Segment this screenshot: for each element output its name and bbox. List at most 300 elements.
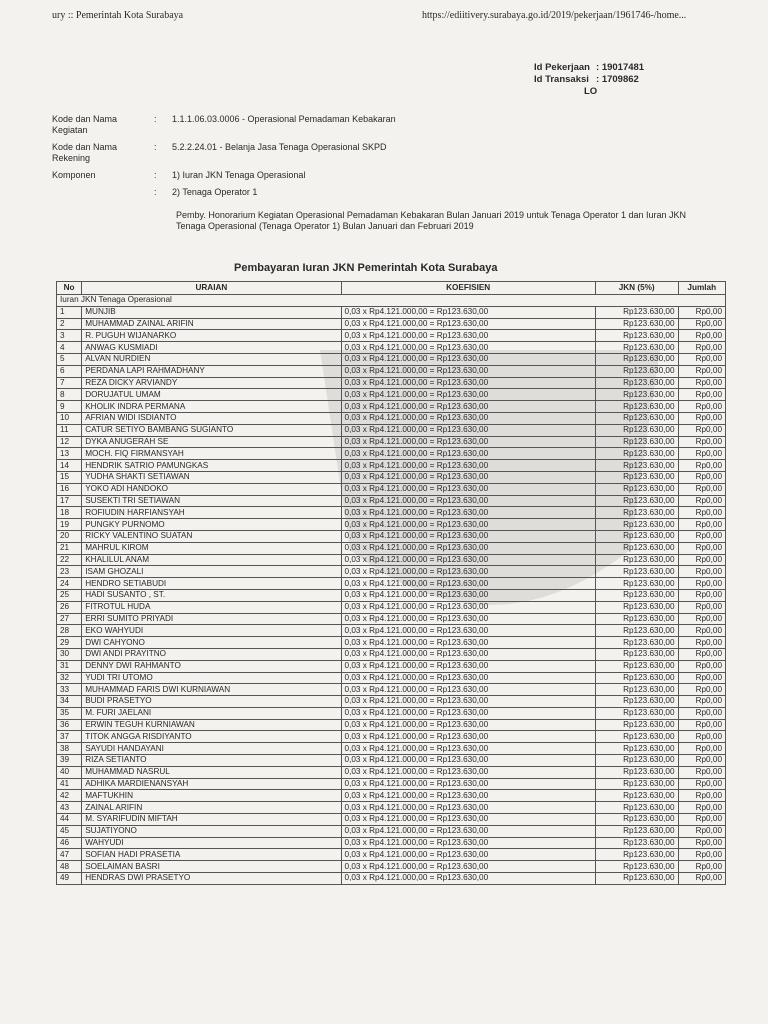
row-uraian: ERRI SUMITO PRIYADI [82, 613, 341, 625]
row-number: 7 [57, 377, 82, 389]
row-uraian: SUSEKTI TRI SETIAWAN [82, 495, 341, 507]
row-number: 33 [57, 684, 82, 696]
row-koefisien: 0,03 x Rp4.121.000,00 = Rp123.630,00 [341, 578, 595, 590]
row-number: 8 [57, 389, 82, 401]
id-transaksi-label: Id Transaksi [534, 74, 589, 85]
row-jumlah: Rp0,00 [678, 589, 725, 601]
row-uraian: BUDI PRASETYO [82, 696, 341, 708]
table-row [57, 625, 726, 637]
row-jumlah: Rp0,00 [678, 861, 725, 873]
table-row [57, 672, 726, 684]
col-no: No [57, 282, 82, 295]
row-number: 4 [57, 342, 82, 354]
row-jkn: Rp123.630,00 [595, 873, 678, 885]
table-row [57, 554, 726, 566]
row-uraian: HENDRAS DWI PRASETYO [82, 873, 341, 885]
row-number: 21 [57, 542, 82, 554]
row-koefisien: 0,03 x Rp4.121.000,00 = Rp123.630,00 [341, 507, 595, 519]
row-jkn: Rp123.630,00 [595, 719, 678, 731]
row-number: 38 [57, 743, 82, 755]
row-jkn: Rp123.630,00 [595, 330, 678, 342]
row-jkn: Rp123.630,00 [595, 495, 678, 507]
row-uraian: ZAINAL ARIFIN [82, 802, 341, 814]
row-uraian: TITOK ANGGA RISDIYANTO [82, 731, 341, 743]
table-row [57, 507, 726, 519]
row-number: 35 [57, 707, 82, 719]
row-jumlah: Rp0,00 [678, 365, 725, 377]
row-uraian: REZA DICKY ARVIANDY [82, 377, 341, 389]
row-jkn: Rp123.630,00 [595, 743, 678, 755]
row-jumlah: Rp0,00 [678, 412, 725, 424]
row-jkn: Rp123.630,00 [595, 412, 678, 424]
row-jkn: Rp123.630,00 [595, 766, 678, 778]
row-number: 14 [57, 460, 82, 472]
row-jumlah: Rp0,00 [678, 578, 725, 590]
row-jkn: Rp123.630,00 [595, 554, 678, 566]
table-group-row [57, 295, 726, 307]
col-jkn: JKN (5%) [595, 282, 678, 295]
row-jumlah: Rp0,00 [678, 566, 725, 578]
row-number: 24 [57, 578, 82, 590]
row-jumlah: Rp0,00 [678, 353, 725, 365]
row-jkn: Rp123.630,00 [595, 660, 678, 672]
row-koefisien: 0,03 x Rp4.121.000,00 = Rp123.630,00 [341, 707, 595, 719]
row-jkn: Rp123.630,00 [595, 519, 678, 531]
table-row [57, 353, 726, 365]
row-jumlah: Rp0,00 [678, 377, 725, 389]
row-uraian: DYKA ANUGERAH SE [82, 436, 341, 448]
komponen-item-1: 1) Iuran JKN Tenaga Operasional [172, 170, 306, 180]
row-uraian: MOCH. FIQ FIRMANSYAH [82, 448, 341, 460]
row-number: 9 [57, 401, 82, 413]
row-uraian: DORUJATUL UMAM [82, 389, 341, 401]
row-uraian: MAHRUL KIROM [82, 542, 341, 554]
row-koefisien: 0,03 x Rp4.121.000,00 = Rp123.630,00 [341, 755, 595, 767]
row-number: 25 [57, 589, 82, 601]
row-jkn: Rp123.630,00 [595, 566, 678, 578]
row-koefisien: 0,03 x Rp4.121.000,00 = Rp123.630,00 [341, 318, 595, 330]
row-uraian: SUJATIYONO [82, 825, 341, 837]
row-jumlah: Rp0,00 [678, 495, 725, 507]
row-jumlah: Rp0,00 [678, 471, 725, 483]
row-jumlah: Rp0,00 [678, 707, 725, 719]
table-row [57, 648, 726, 660]
table-title: Pembayaran Iuran JKN Pemerintah Kota Surabaya [234, 262, 498, 274]
row-number: 44 [57, 814, 82, 826]
row-number: 48 [57, 861, 82, 873]
row-number: 17 [57, 495, 82, 507]
row-uraian: MUHAMMAD ZAINAL ARIFIN [82, 318, 341, 330]
row-number: 39 [57, 755, 82, 767]
row-jumlah: Rp0,00 [678, 436, 725, 448]
row-jumlah: Rp0,00 [678, 672, 725, 684]
row-uraian: YUDHA SHAKTI SETIAWAN [82, 471, 341, 483]
row-jkn: Rp123.630,00 [595, 707, 678, 719]
row-jumlah: Rp0,00 [678, 389, 725, 401]
row-number: 2 [57, 318, 82, 330]
row-uraian: AFRIAN WIDI ISDIANTO [82, 412, 341, 424]
row-koefisien: 0,03 x Rp4.121.000,00 = Rp123.630,00 [341, 825, 595, 837]
row-number: 47 [57, 849, 82, 861]
row-number: 1 [57, 306, 82, 318]
row-koefisien: 0,03 x Rp4.121.000,00 = Rp123.630,00 [341, 719, 595, 731]
row-number: 13 [57, 448, 82, 460]
row-jkn: Rp123.630,00 [595, 802, 678, 814]
row-jumlah: Rp0,00 [678, 637, 725, 649]
table-row [57, 719, 726, 731]
row-jumlah: Rp0,00 [678, 530, 725, 542]
row-number: 30 [57, 648, 82, 660]
id-pekerjaan-value: 19017481 [601, 62, 645, 73]
row-jumlah: Rp0,00 [678, 330, 725, 342]
row-koefisien: 0,03 x Rp4.121.000,00 = Rp123.630,00 [341, 731, 595, 743]
row-number: 15 [57, 471, 82, 483]
row-koefisien: 0,03 x Rp4.121.000,00 = Rp123.630,00 [341, 648, 595, 660]
row-koefisien: 0,03 x Rp4.121.000,00 = Rp123.630,00 [341, 377, 595, 389]
row-jkn: Rp123.630,00 [595, 424, 678, 436]
row-uraian: HENDRIK SATRIO PAMUNGKAS [82, 460, 341, 472]
row-jumlah: Rp0,00 [678, 542, 725, 554]
row-koefisien: 0,03 x Rp4.121.000,00 = Rp123.630,00 [341, 353, 595, 365]
row-koefisien: 0,03 x Rp4.121.000,00 = Rp123.630,00 [341, 330, 595, 342]
row-jkn: Rp123.630,00 [595, 625, 678, 637]
row-uraian: EKO WAHYUDI [82, 625, 341, 637]
row-jkn: Rp123.630,00 [595, 825, 678, 837]
row-number: 27 [57, 613, 82, 625]
row-jkn: Rp123.630,00 [595, 342, 678, 354]
row-jkn: Rp123.630,00 [595, 365, 678, 377]
kode-kegiatan-label: Kode dan Nama Kegiatan [52, 114, 118, 135]
row-uraian: KHOLIK INDRA PERMANA [82, 401, 341, 413]
row-jumlah: Rp0,00 [678, 483, 725, 495]
row-jkn: Rp123.630,00 [595, 389, 678, 401]
table-row [57, 731, 726, 743]
row-number: 6 [57, 365, 82, 377]
row-number: 20 [57, 530, 82, 542]
row-jkn: Rp123.630,00 [595, 814, 678, 826]
komponen-label: Komponen [52, 170, 96, 180]
table-row [57, 743, 726, 755]
row-koefisien: 0,03 x Rp4.121.000,00 = Rp123.630,00 [341, 743, 595, 755]
row-jumlah: Rp0,00 [678, 648, 725, 660]
row-number: 42 [57, 790, 82, 802]
row-uraian: ISAM GHOZALI [82, 566, 341, 578]
row-koefisien: 0,03 x Rp4.121.000,00 = Rp123.630,00 [341, 802, 595, 814]
row-jkn: Rp123.630,00 [595, 460, 678, 472]
row-koefisien: 0,03 x Rp4.121.000,00 = Rp123.630,00 [341, 519, 595, 531]
row-koefisien: 0,03 x Rp4.121.000,00 = Rp123.630,00 [341, 448, 595, 460]
row-jkn: Rp123.630,00 [595, 849, 678, 861]
row-koefisien: 0,03 x Rp4.121.000,00 = Rp123.630,00 [341, 589, 595, 601]
table-row [57, 377, 726, 389]
row-koefisien: 0,03 x Rp4.121.000,00 = Rp123.630,00 [341, 861, 595, 873]
table-row [57, 542, 726, 554]
row-uraian: RICKY VALENTINO SUATAN [82, 530, 341, 542]
row-uraian: SAYUDI HANDAYANI [82, 743, 341, 755]
row-jumlah: Rp0,00 [678, 849, 725, 861]
row-jumlah: Rp0,00 [678, 448, 725, 460]
row-jkn: Rp123.630,00 [595, 448, 678, 460]
row-koefisien: 0,03 x Rp4.121.000,00 = Rp123.630,00 [341, 696, 595, 708]
row-koefisien: 0,03 x Rp4.121.000,00 = Rp123.630,00 [341, 389, 595, 401]
komponen-item-2: 2) Tenaga Operator 1 [172, 187, 258, 197]
table-row [57, 365, 726, 377]
row-jkn: Rp123.630,00 [595, 318, 678, 330]
row-jkn: Rp123.630,00 [595, 613, 678, 625]
row-number: 41 [57, 778, 82, 790]
payment-table [56, 281, 726, 885]
row-number: 40 [57, 766, 82, 778]
kode-kegiatan-value: 1.1.1.06.03.0006 - Operasional Pemadaman Kebakaran [172, 114, 396, 124]
table-row [57, 530, 726, 542]
row-jkn: Rp123.630,00 [595, 578, 678, 590]
row-koefisien: 0,03 x Rp4.121.000,00 = Rp123.630,00 [341, 342, 595, 354]
table-row [57, 306, 726, 318]
table-row [57, 424, 726, 436]
row-koefisien: 0,03 x Rp4.121.000,00 = Rp123.630,00 [341, 542, 595, 554]
row-jkn: Rp123.630,00 [595, 589, 678, 601]
row-jumlah: Rp0,00 [678, 731, 725, 743]
row-uraian: ERWIN TEGUH KURNIAWAN [82, 719, 341, 731]
row-koefisien: 0,03 x Rp4.121.000,00 = Rp123.630,00 [341, 306, 595, 318]
row-koefisien: 0,03 x Rp4.121.000,00 = Rp123.630,00 [341, 766, 595, 778]
row-number: 26 [57, 601, 82, 613]
row-koefisien: 0,03 x Rp4.121.000,00 = Rp123.630,00 [341, 660, 595, 672]
table-row [57, 589, 726, 601]
col-koefisien: KOEFISIEN [341, 282, 595, 295]
table-row [57, 401, 726, 413]
table-row [57, 601, 726, 613]
row-jkn: Rp123.630,00 [595, 755, 678, 767]
row-uraian: MAFTUKHIN [82, 790, 341, 802]
row-uraian: R. PUGUH WIJANARKO [82, 330, 341, 342]
row-koefisien: 0,03 x Rp4.121.000,00 = Rp123.630,00 [341, 471, 595, 483]
row-uraian: YOKO ADI HANDOKO [82, 483, 341, 495]
row-number: 12 [57, 436, 82, 448]
row-jkn: Rp123.630,00 [595, 684, 678, 696]
row-number: 32 [57, 672, 82, 684]
row-koefisien: 0,03 x Rp4.121.000,00 = Rp123.630,00 [341, 625, 595, 637]
row-koefisien: 0,03 x Rp4.121.000,00 = Rp123.630,00 [341, 566, 595, 578]
row-jkn: Rp123.630,00 [595, 837, 678, 849]
row-koefisien: 0,03 x Rp4.121.000,00 = Rp123.630,00 [341, 637, 595, 649]
row-jumlah: Rp0,00 [678, 306, 725, 318]
col-uraian: URAIAN [82, 282, 341, 295]
row-koefisien: 0,03 x Rp4.121.000,00 = Rp123.630,00 [341, 483, 595, 495]
row-jumlah: Rp0,00 [678, 790, 725, 802]
row-jumlah: Rp0,00 [678, 802, 725, 814]
row-uraian: ALVAN NURDIEN [82, 353, 341, 365]
row-uraian: MUHAMMAD FARIS DWI KURNIAWAN [82, 684, 341, 696]
row-number: 46 [57, 837, 82, 849]
row-jumlah: Rp0,00 [678, 601, 725, 613]
table-row [57, 448, 726, 460]
row-koefisien: 0,03 x Rp4.121.000,00 = Rp123.630,00 [341, 672, 595, 684]
row-number: 11 [57, 424, 82, 436]
row-jumlah: Rp0,00 [678, 684, 725, 696]
table-row [57, 778, 726, 790]
row-number: 34 [57, 696, 82, 708]
row-jumlah: Rp0,00 [678, 554, 725, 566]
row-jkn: Rp123.630,00 [595, 861, 678, 873]
table-row [57, 861, 726, 873]
row-koefisien: 0,03 x Rp4.121.000,00 = Rp123.630,00 [341, 436, 595, 448]
row-koefisien: 0,03 x Rp4.121.000,00 = Rp123.630,00 [341, 873, 595, 885]
row-koefisien: 0,03 x Rp4.121.000,00 = Rp123.630,00 [341, 495, 595, 507]
row-jkn: Rp123.630,00 [595, 401, 678, 413]
row-jkn: Rp123.630,00 [595, 672, 678, 684]
row-koefisien: 0,03 x Rp4.121.000,00 = Rp123.630,00 [341, 790, 595, 802]
table-header-row [57, 282, 726, 295]
row-uraian: M. FURI JAELANI [82, 707, 341, 719]
row-uraian: MUNJIB [82, 306, 341, 318]
col-jumlah: Jumlah [678, 282, 725, 295]
row-koefisien: 0,03 x Rp4.121.000,00 = Rp123.630,00 [341, 814, 595, 826]
row-jumlah: Rp0,00 [678, 519, 725, 531]
row-koefisien: 0,03 x Rp4.121.000,00 = Rp123.630,00 [341, 365, 595, 377]
row-number: 36 [57, 719, 82, 731]
row-uraian: DENNY DWI RAHMANTO [82, 660, 341, 672]
row-uraian: HADI SUSANTO , ST. [82, 589, 341, 601]
row-jumlah: Rp0,00 [678, 837, 725, 849]
row-number: 37 [57, 731, 82, 743]
row-number: 22 [57, 554, 82, 566]
row-jkn: Rp123.630,00 [595, 377, 678, 389]
table-row [57, 389, 726, 401]
row-jumlah: Rp0,00 [678, 696, 725, 708]
table-row [57, 684, 726, 696]
row-jkn: Rp123.630,00 [595, 648, 678, 660]
id-pekerjaan-label: Id Pekerjaan [534, 62, 590, 73]
table-row [57, 342, 726, 354]
row-number: 43 [57, 802, 82, 814]
browser-header-url: https://ediitivery.surabaya.go.id/2019/pekerjaan/1961746-/home... [422, 10, 687, 21]
table-row [57, 613, 726, 625]
row-jumlah: Rp0,00 [678, 625, 725, 637]
row-uraian: HENDRO SETIABUDI [82, 578, 341, 590]
row-jumlah: Rp0,00 [678, 755, 725, 767]
row-koefisien: 0,03 x Rp4.121.000,00 = Rp123.630,00 [341, 401, 595, 413]
group-label: Iuran JKN Tenaga Operasional [57, 295, 726, 307]
row-koefisien: 0,03 x Rp4.121.000,00 = Rp123.630,00 [341, 424, 595, 436]
row-jkn: Rp123.630,00 [595, 436, 678, 448]
row-jumlah: Rp0,00 [678, 424, 725, 436]
row-uraian: ANWAG KUSMIADI [82, 342, 341, 354]
row-number: 18 [57, 507, 82, 519]
kode-rekening-value: 5.2.2.24.01 - Belanja Jasa Tenaga Operasional SKPD [172, 142, 387, 152]
row-uraian: YUDI TRI UTOMO [82, 672, 341, 684]
row-jkn: Rp123.630,00 [595, 637, 678, 649]
row-uraian: DWI CAHYONO [82, 637, 341, 649]
table-row [57, 802, 726, 814]
table-row [57, 849, 726, 861]
row-jumlah: Rp0,00 [678, 613, 725, 625]
table-row [57, 519, 726, 531]
table-row [57, 755, 726, 767]
row-uraian: ROFIUDIN HARFIANSYAH [82, 507, 341, 519]
table-row [57, 790, 726, 802]
row-jumlah: Rp0,00 [678, 507, 725, 519]
row-uraian: KHALILUL ANAM [82, 554, 341, 566]
row-jkn: Rp123.630,00 [595, 778, 678, 790]
row-uraian: ADHIKA MARDIENANSYAH [82, 778, 341, 790]
lo-label: LO [584, 86, 598, 97]
row-jumlah: Rp0,00 [678, 825, 725, 837]
row-uraian: SOELAIMAN BASRI [82, 861, 341, 873]
table-row [57, 471, 726, 483]
row-jumlah: Rp0,00 [678, 401, 725, 413]
row-koefisien: 0,03 x Rp4.121.000,00 = Rp123.630,00 [341, 849, 595, 861]
row-jkn: Rp123.630,00 [595, 601, 678, 613]
row-uraian: SOFIAN HADI PRASETIA [82, 849, 341, 861]
table-row [57, 873, 726, 885]
table-row [57, 660, 726, 672]
document-meta: Kode dan Nama Kegiatan : 1.1.1.06.03.0006 - Operasional Pemadaman Kebakaran Kode dan Nama Rekening : 5.2.2.24.01 - Belanja Jasa Tenaga Operasional SKPD Komponen : 1) Iuran JKN Tenaga Operasional : 2) Tenaga Operator 1 [52, 114, 612, 204]
table-row [57, 460, 726, 472]
row-jkn: Rp123.630,00 [595, 696, 678, 708]
row-jkn: Rp123.630,00 [595, 306, 678, 318]
row-uraian: PERDANA LAPI RAHMADHANY [82, 365, 341, 377]
browser-header-title: ury :: Pemerintah Kota Surabaya [52, 10, 184, 21]
row-number: 45 [57, 825, 82, 837]
row-jkn: Rp123.630,00 [595, 542, 678, 554]
row-jkn: Rp123.630,00 [595, 790, 678, 802]
row-number: 10 [57, 412, 82, 424]
row-jumlah: Rp0,00 [678, 318, 725, 330]
row-koefisien: 0,03 x Rp4.121.000,00 = Rp123.630,00 [341, 613, 595, 625]
id-block: Id Pekerjaan : 19017481 Id Transaksi : 1709862 LO [534, 62, 645, 97]
row-koefisien: 0,03 x Rp4.121.000,00 = Rp123.630,00 [341, 837, 595, 849]
row-jkn: Rp123.630,00 [595, 731, 678, 743]
row-jumlah: Rp0,00 [678, 778, 725, 790]
table-row [57, 578, 726, 590]
table-row [57, 495, 726, 507]
row-number: 28 [57, 625, 82, 637]
row-jumlah: Rp0,00 [678, 814, 725, 826]
payment-note: Pemby. Honorarium Kegiatan Operasional Pemadaman Kebakaran Bulan Januari 2019 untuk Tenaga Operator 1 dan Iuran JKN Tenaga Operasional (Tenaga Operator 1) Bulan Januari dan Februari 2019 [176, 210, 686, 231]
row-uraian: WAHYUDI [82, 837, 341, 849]
row-jumlah: Rp0,00 [678, 342, 725, 354]
row-koefisien: 0,03 x Rp4.121.000,00 = Rp123.630,00 [341, 684, 595, 696]
row-jkn: Rp123.630,00 [595, 471, 678, 483]
table-row [57, 637, 726, 649]
row-number: 31 [57, 660, 82, 672]
row-number: 49 [57, 873, 82, 885]
row-uraian: MUHAMMAD NASRUL [82, 766, 341, 778]
row-koefisien: 0,03 x Rp4.121.000,00 = Rp123.630,00 [341, 530, 595, 542]
row-jumlah: Rp0,00 [678, 719, 725, 731]
row-jumlah: Rp0,00 [678, 460, 725, 472]
row-jkn: Rp123.630,00 [595, 483, 678, 495]
table-row [57, 766, 726, 778]
table-row [57, 814, 726, 826]
row-jumlah: Rp0,00 [678, 660, 725, 672]
row-koefisien: 0,03 x Rp4.121.000,00 = Rp123.630,00 [341, 554, 595, 566]
row-koefisien: 0,03 x Rp4.121.000,00 = Rp123.630,00 [341, 412, 595, 424]
row-uraian: DWI ANDI PRAYITNO [82, 648, 341, 660]
row-number: 16 [57, 483, 82, 495]
table-row [57, 412, 726, 424]
row-number: 19 [57, 519, 82, 531]
row-uraian: RIZA SETIANTO [82, 755, 341, 767]
table-row [57, 318, 726, 330]
row-uraian: PUNGKY PURNOMO [82, 519, 341, 531]
row-number: 5 [57, 353, 82, 365]
row-koefisien: 0,03 x Rp4.121.000,00 = Rp123.630,00 [341, 778, 595, 790]
row-jkn: Rp123.630,00 [595, 353, 678, 365]
table-row [57, 707, 726, 719]
row-jumlah: Rp0,00 [678, 766, 725, 778]
